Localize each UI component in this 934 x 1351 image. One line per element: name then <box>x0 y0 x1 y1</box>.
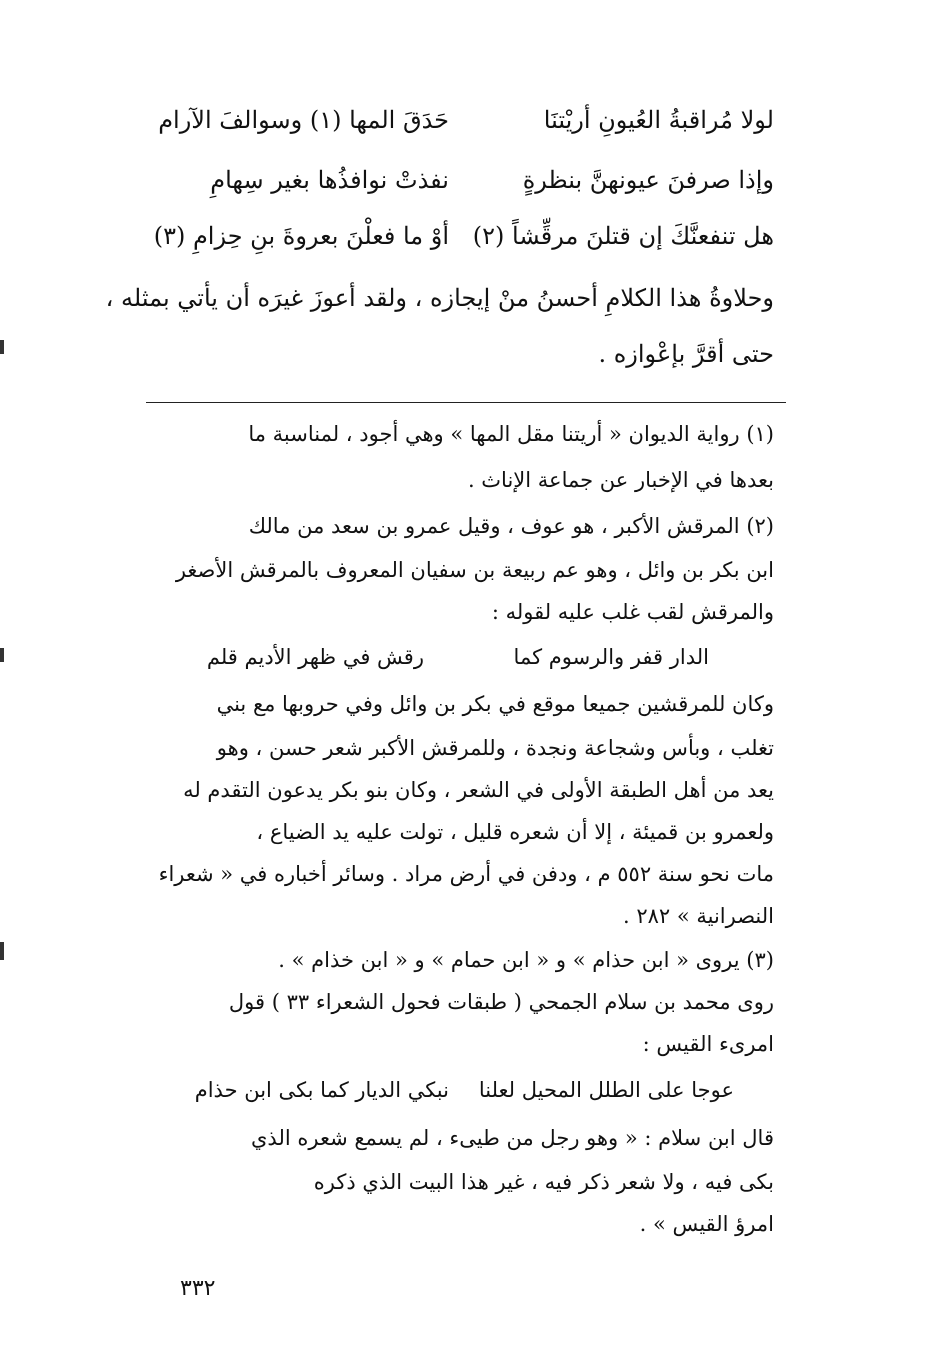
verse-3-first-hemistich: هل تنفعنَّكَ إن قتلنَ مرقِّشاً (٢) <box>472 222 774 250</box>
scan-edge-mark <box>0 942 4 960</box>
page-number: ٣٣٢ <box>180 1276 216 1301</box>
footnote-3-line-5: بكى فيه ، ولا شعر ذكر فيه ، غير هذا البيت الذي ذكره <box>313 1170 774 1194</box>
footnote-3-line-3: امرىء القيس : <box>642 1032 774 1056</box>
footnote-2-line-7: ولعمرو بن قميئة ، إلا أن شعره قليل ، تولت عليه يد الضياع ، <box>256 820 774 844</box>
footnote-2-line-8: مات نحو سنة ٥٥٢ م ، ودفن في أرض مراد . وسائر أخباره في « شعراء <box>158 862 774 886</box>
footnote-1-line-2: بعدها في الإخبار عن جماعة الإناث . <box>467 468 774 492</box>
footnote-3-line-1: (٣) يروى « ابن حذام » و « ابن حمام » و « ابن خذام » . <box>278 948 774 972</box>
footnote-2-line-5: تغلب ، وبأس وشجاعة ونجدة ، وللمرقش الأكبر شعر حسن ، وهو <box>216 736 774 760</box>
footnote-3-verse-second: نبكي الديار كما بكى ابن حذام <box>194 1078 449 1102</box>
footnote-3-line-6: امرؤ القيس » . <box>639 1212 774 1236</box>
verse-3-second-hemistich: أوْ ما فعلْنَ بعروةَ بنِ حِزامِ (٣) <box>153 222 449 250</box>
verse-1-first-hemistich: لولا مُراقبةُ العُيونِ أريْتنَا <box>543 106 774 134</box>
footnote-1-line-1: (١) رواية الديوان « أريتنا مقل المها » وهي أجود ، لمناسبة ما <box>248 422 774 446</box>
footnote-3-line-4: قال ابن سلام : « وهو رجل من طيىء ، لم يسمع شعره الذي <box>250 1126 774 1150</box>
footnote-2-verse-second: رقش في ظهر الأديم قلم <box>206 645 424 669</box>
prose-line-1: وحلاوةُ هذا الكلامِ أحسنُ منْ إيجازه ، ولقد أعوزَ غيرَه أن يأتي بمثله ، <box>105 284 774 312</box>
footnote-2-line-3: والمرقش لقب غلب عليه لقوله : <box>491 600 774 624</box>
footnote-2-line-6: يعد من أهل الطبقة الأولى في الشعر ، وكان بنو بكر يدعون التقدم له <box>183 778 774 802</box>
footnote-divider <box>146 402 786 403</box>
scan-edge-mark <box>0 340 4 354</box>
prose-line-2: حتى أقرَّ بإعْوازه . <box>598 340 774 368</box>
verse-1-second-hemistich: حَدَقَ المها (١) وسوالفَ الآرام <box>158 106 449 134</box>
verse-2-first-hemistich: وإذا صرفنَ عيونهنَّ بنظرةٍ <box>522 166 774 194</box>
footnote-2-line-9: النصرانية » ٢٨٢ . <box>622 904 774 928</box>
footnote-2-line-1: (٢) المرقش الأكبر ، هو عوف ، وقيل عمرو بن سعد من مالك <box>248 514 774 538</box>
footnote-2-verse-first: الدار قفر والرسوم كما <box>513 645 709 669</box>
footnote-3-verse-first: عوجا على الطلل المحيل لعلنا <box>478 1078 734 1102</box>
footnote-3-line-2: روى محمد بن سلام الجمحي ( طبقات فحول الشعراء ٣٣ ) قول <box>228 990 774 1014</box>
footnote-2-line-2: ابن بكر بن وائل ، وهو عم ربيعة بن سفيان المعروف بالمرقش الأصغر <box>175 558 774 582</box>
verse-2-second-hemistich: نفذتْ نوافذُها بغير سِهامِ <box>210 166 449 194</box>
scan-edge-mark <box>0 648 4 662</box>
footnote-2-line-4: وكان للمرقشين جميعا موقع في بكر بن وائل وفي حروبها مع بني <box>216 692 774 716</box>
